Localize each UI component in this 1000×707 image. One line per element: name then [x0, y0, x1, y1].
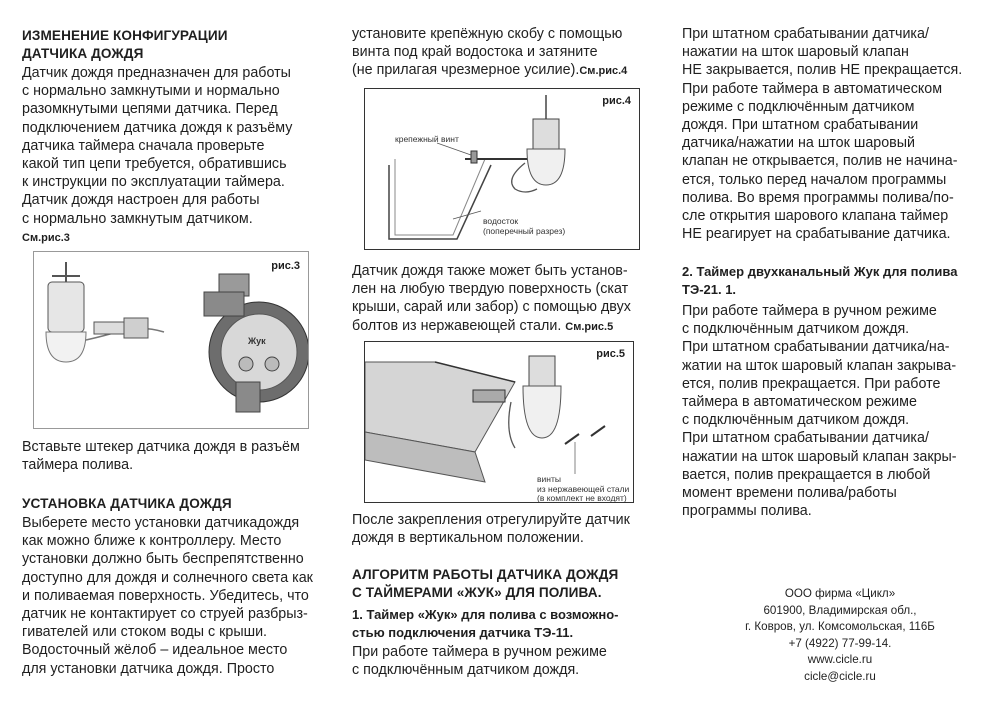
para-manual-mode [352, 643, 652, 679]
heading-line: УСТАНОВКА ДАТЧИКА ДОЖДЯ [22, 496, 232, 511]
text-line: программы полива. [682, 503, 812, 520]
text-line: нажатии на шток шаровый клапан закры- [682, 448, 957, 465]
text-line: ется, только перед началом программы [682, 171, 947, 188]
figure-3 [33, 251, 309, 429]
caption-line: (в комплект не входят) [537, 493, 627, 503]
subheading-line: 1. Таймер «Жук» для полива с возможно- [352, 607, 619, 622]
text-line: установите крепёжную скобу с помощью [352, 26, 623, 42]
company-contacts [700, 586, 980, 685]
text-line: таймера в автоматическом режиме [682, 394, 917, 411]
company-name: ООО фирма «Цикл» [784, 587, 896, 600]
text-line: винта под край водостока и затяните [352, 44, 598, 61]
figure-3-illustration [34, 252, 308, 428]
text-line: режиме с подключённым датчиком [682, 98, 915, 115]
subheading-te11 [352, 606, 652, 642]
text-line: Вставьте штекер датчика дождя в разъём [22, 439, 300, 455]
para-te21-behavior [682, 302, 982, 520]
text-line: жатии на шток шаровый клапан закрыва- [682, 357, 957, 374]
timer-brand-text: Жук [248, 336, 266, 346]
para-surface [352, 262, 652, 336]
caption-line: водосток [483, 216, 519, 226]
text-line: При работе таймера в ручном режиме [682, 303, 937, 319]
text-line: установки должно быть беспрепятственно [22, 551, 304, 568]
subheading-line: ТЭ-21. 1. [682, 282, 737, 297]
text-line: доступно для дождя и солнечного света как [22, 569, 313, 586]
text-line: Выберете место установки датчикадождя [22, 515, 300, 531]
figure-4 [364, 88, 640, 250]
text-line: как можно ближе к контроллеру. Место [22, 533, 282, 550]
figure-5 [364, 341, 634, 503]
heading-algorithm [352, 566, 652, 602]
text-line: Водосточный жёлоб – идеальное место [22, 642, 288, 659]
text-line: датчик не контактирует со струей разбрыз- [22, 606, 308, 623]
text-line: вается, полив прекращается в любой [682, 466, 931, 483]
email-link[interactable]: cicle@cicle.ru [804, 669, 876, 683]
text-line: Датчик дождя предназначен для работы [22, 65, 291, 81]
heading-line: ИЗМЕНЕНИЕ КОНФИГУРАЦИИ [22, 28, 228, 43]
text-line: НЕ реагирует на срабатывание датчика. [682, 226, 951, 243]
para-te11-behavior [682, 25, 982, 243]
phone-number: +7 (4922) 77-99-14. [788, 636, 892, 650]
text-line: какой тип цепи требуется, обратившись [22, 156, 287, 173]
figure-ref: См.рис.4 [579, 65, 628, 78]
website-link[interactable]: www.cicle.ru [807, 653, 873, 666]
figure-5-label: рис.5 [596, 348, 625, 360]
text-line: Датчик дождя настроен для работы [22, 192, 260, 209]
para-intro [22, 64, 332, 247]
para-bracket [352, 25, 652, 81]
heading-config [22, 27, 228, 63]
heading-line: АЛГОРИТМ РАБОТЫ ДАТЧИКА ДОЖДЯ [352, 567, 619, 582]
gutter-caption [483, 217, 565, 236]
text-line: (не прилагая чрезмерное усилие). [352, 62, 580, 79]
text-line: гивателей или стоком воды с крыши. [22, 624, 268, 641]
text-line: датчика таймера сначала проверьте [22, 137, 265, 154]
text-line: с подключённым датчиком дождя. [682, 412, 910, 429]
text-line: При работе таймера в автоматическом [682, 80, 943, 97]
text-line: дождя в вертикальном положении. [352, 530, 584, 547]
text-line: ется, полив прекращается. При работе [682, 375, 941, 392]
text-line: с подключённым датчиком дождя. [682, 321, 910, 338]
para-adjust [352, 511, 652, 547]
text-line: момент времени полива/работы [682, 485, 897, 502]
text-line: крыши, сарай или забор) с помощью двух [352, 299, 631, 316]
text-line: и поливаемая поверхность. Убедитесь, что [22, 587, 309, 604]
text-line: При штатном срабатывании датчика/ [682, 26, 929, 42]
heading-line: ДАТЧИКА ДОЖДЯ [22, 46, 144, 61]
figure-ref: См.рис.3 [22, 231, 70, 244]
caption-line: из нержавеющей стали [537, 483, 630, 494]
text-line: таймера полива. [22, 457, 134, 474]
figure-3-label: рис.3 [271, 260, 300, 272]
figure-ref: См.рис.5 [565, 320, 614, 333]
text-line: При штатном срабатывании датчика/на- [682, 339, 950, 356]
para-insert-plug [22, 438, 300, 474]
text-line: При работе таймера в ручном режиме [352, 644, 607, 660]
screw-caption: крепежный винт [395, 134, 459, 144]
text-line: лен на любую твердую поверхность (скат [352, 281, 629, 298]
text-line: к инструкции по эксплуатации таймера. [22, 174, 285, 191]
address-line: г. Ковров, ул. Комсомольская, 116Б [745, 620, 935, 633]
address-line: 601900, Владимирская обл., [763, 603, 917, 617]
subheading-te21 [682, 263, 982, 299]
text-line: сле открытия шарового клапана таймер [682, 208, 949, 225]
text-line: Датчик дождя также может быть установ- [352, 263, 628, 279]
text-line: подключением датчика дождя к разъёму [22, 119, 293, 136]
text-line: с нормально замкнутыми и нормально [22, 83, 280, 100]
text-line: с нормально замкнутым датчиком. [22, 210, 253, 227]
text-line: НЕ закрывается, полив НЕ прекращается. [682, 62, 963, 79]
screws-caption [537, 475, 629, 504]
subheading-line: стью подключения датчика ТЭ-11. [352, 625, 574, 640]
text-line: дождя. При штатном срабатывании [682, 117, 919, 134]
subheading-line: 2. Таймер двухканальный Жук для полива [682, 264, 958, 279]
text-line: При штатном срабатывании датчика/ [682, 430, 929, 447]
text-line: полива. Во время программы полива/по- [682, 189, 954, 206]
heading-line: С ТАЙМЕРАМИ «ЖУК» ДЛЯ ПОЛИВА. [352, 585, 602, 600]
text-line: датчика/нажатии на шток шаровый [682, 135, 916, 152]
text-line: После закрепления отрегулируйте датчик [352, 512, 630, 528]
text-line: с подключённым датчиком дождя. [352, 662, 580, 679]
para-installation [22, 514, 332, 678]
figure-4-label: рис.4 [602, 95, 631, 107]
text-line: разомкнутыми цепями датчика. Перед [22, 101, 278, 118]
heading-installation [22, 495, 232, 513]
text-line: клапан не открывается, полив не начина- [682, 153, 958, 170]
text-line: нажатии на шток шаровый клапан [682, 44, 909, 61]
text-line: для установки датчика дождя. Просто [22, 660, 275, 677]
caption-line: винты [537, 474, 561, 484]
caption-line: (поперечный разрез) [483, 225, 566, 236]
text-line: болтов из нержавеющей стали. [352, 317, 562, 334]
